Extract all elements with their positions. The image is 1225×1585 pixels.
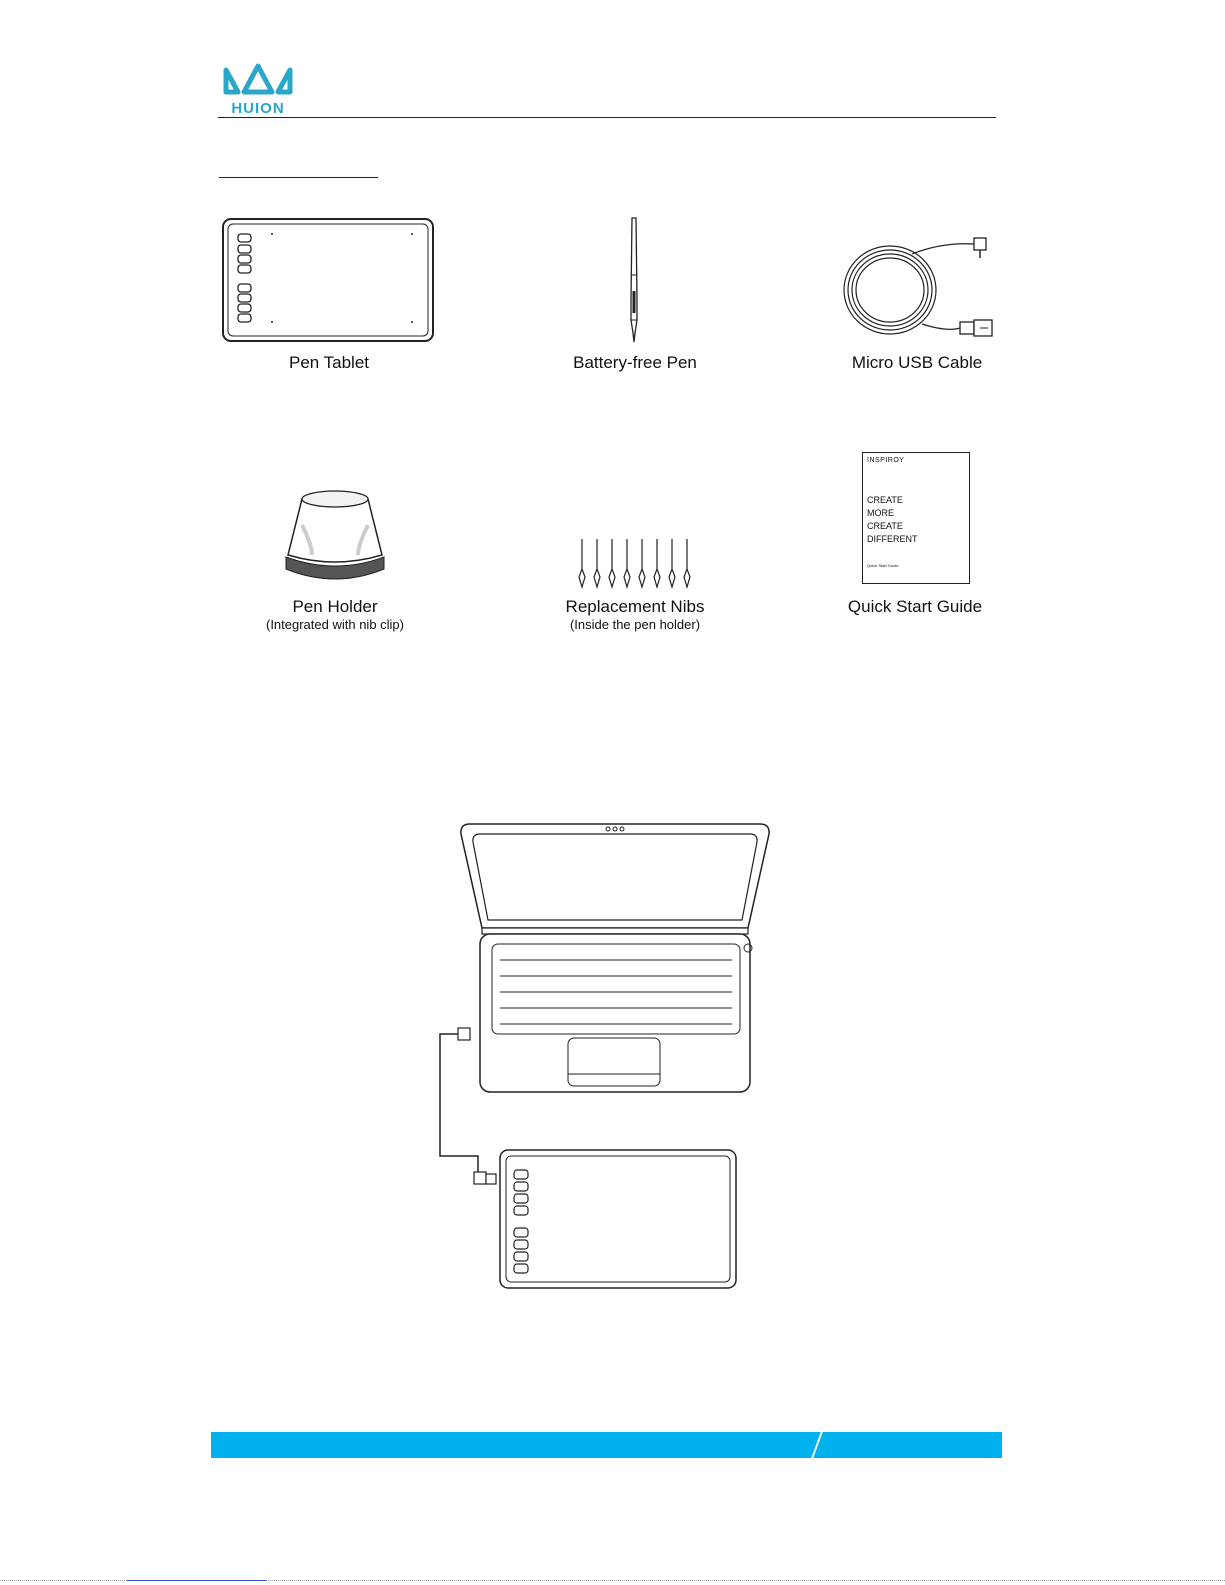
guide-footer: Quick Start Guide xyxy=(867,563,899,568)
item-pen-holder xyxy=(235,597,435,632)
guide-line: MORE xyxy=(867,508,894,518)
item-quick-start-guide xyxy=(820,597,1010,617)
item-micro-usb-cable xyxy=(822,353,1012,373)
guide-line: DIFFERENT xyxy=(867,534,918,544)
connection-diagram xyxy=(430,820,790,1295)
item-note: (Inside the pen holder) xyxy=(569,617,701,632)
pen-image xyxy=(622,215,646,345)
item-name: Quick Start Guide xyxy=(847,597,983,616)
item-note: (Integrated with nib clip) xyxy=(265,617,404,632)
pen-holder-image xyxy=(272,485,398,589)
item-name: Pen Tablet xyxy=(288,353,370,372)
item-name: Micro USB Cable xyxy=(851,353,983,372)
guide-line: CREATE xyxy=(867,495,903,505)
item-name: Replacement Nibs xyxy=(565,597,705,616)
item-battery-free-pen xyxy=(540,353,730,373)
usb-cable-image xyxy=(842,232,997,347)
nibs-image xyxy=(572,535,697,590)
guide-brand: INSPIROY xyxy=(867,457,905,464)
item-name: Battery-free Pen xyxy=(573,353,697,372)
guide-line: CREATE xyxy=(867,521,903,531)
quick-start-guide-image xyxy=(862,452,970,584)
item-replacement-nibs xyxy=(535,597,735,632)
section-underline xyxy=(219,177,378,178)
bottom-link-underline xyxy=(127,1580,266,1581)
header-rule xyxy=(218,117,996,118)
item-pen-tablet xyxy=(222,353,436,373)
pen-tablet-image xyxy=(222,218,436,343)
item-name: Pen Holder xyxy=(292,597,378,616)
brand-wordmark: HUION xyxy=(231,100,285,117)
footer-bar xyxy=(211,1432,1002,1458)
